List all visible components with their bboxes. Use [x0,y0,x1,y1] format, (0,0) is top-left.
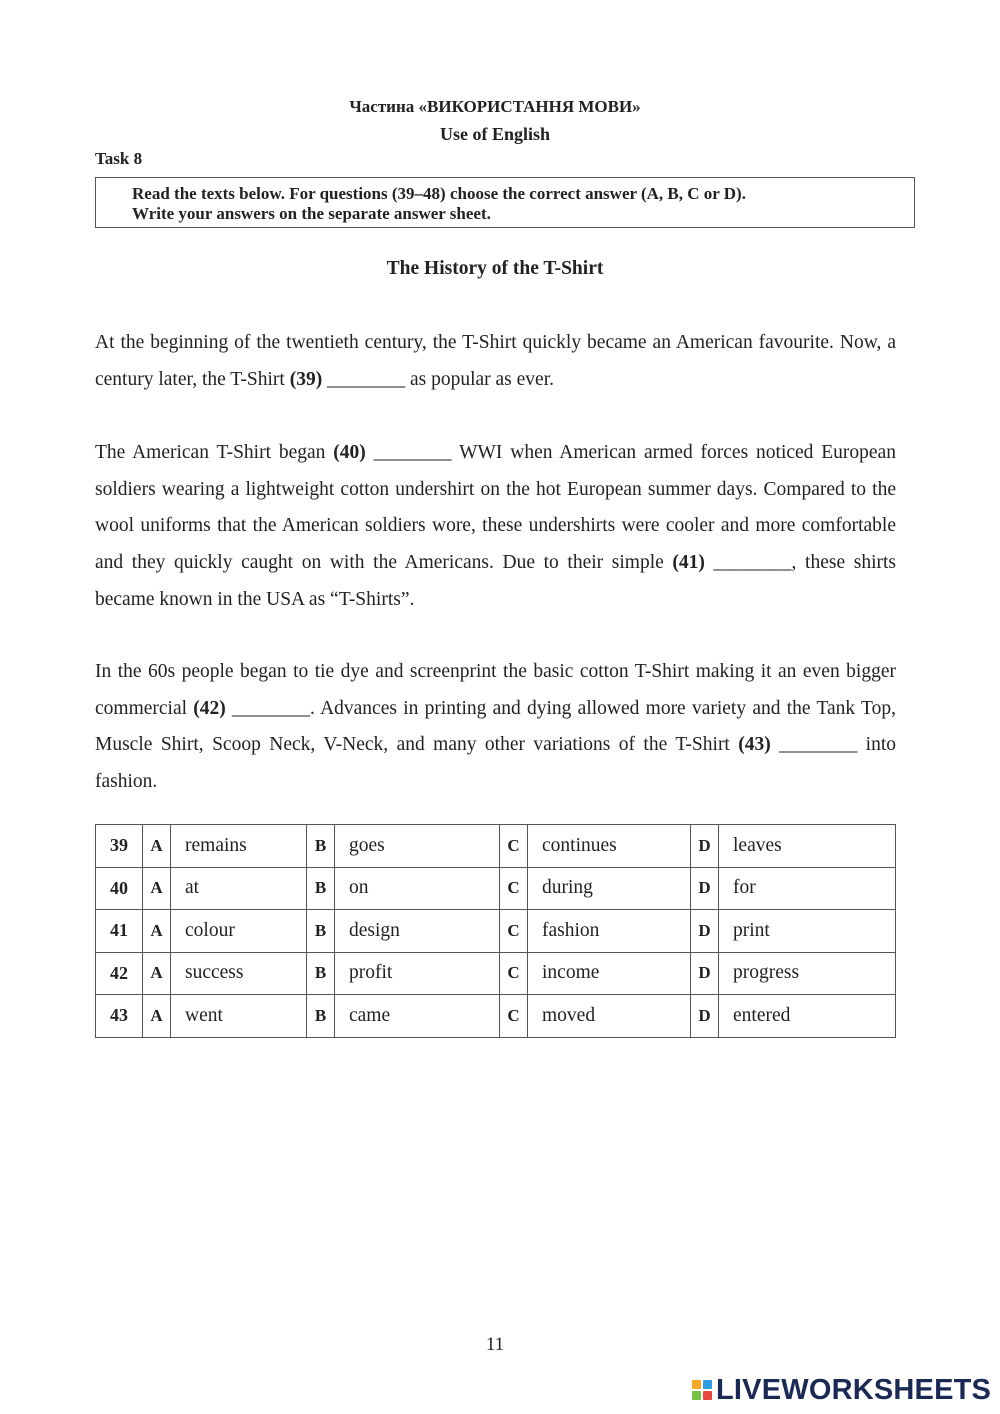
option-letter: D [691,952,719,995]
option-letter: D [691,867,719,910]
option-letter: B [307,825,335,868]
option-letter: B [307,867,335,910]
option-letter: D [691,825,719,868]
instruction-line: Write your answers on the separate answer sheet. [132,204,491,223]
option-letter: D [691,995,719,1038]
option-c: continues [528,825,691,868]
option-b: design [335,910,500,953]
option-letter: A [143,995,171,1038]
question-number-cell: 42 [96,952,143,995]
logo-square [692,1380,701,1389]
question-number-cell: 43 [96,995,143,1038]
text-run: ________ as popular as ever. [322,368,555,390]
option-letter: C [500,867,528,910]
option-d: progress [719,952,896,995]
task-label: Task 8 [95,149,143,168]
logo-square [703,1391,712,1400]
question-number-cell: 41 [96,910,143,953]
option-b: came [335,995,500,1038]
text-run: ________. Advances in printing and dying allowed more variety and the Tank Top, Muscle Shirt, Scoop Neck, V-Neck, and many other variations of the T-Shirt [95,697,896,756]
question-number-cell: 39 [96,825,143,868]
option-c: income [528,952,691,995]
option-a: at [171,867,307,910]
table-row [96,825,896,868]
option-b: on [335,867,500,910]
option-letter: A [143,825,171,868]
brand-name: LIVEWORKSHEETS [716,1373,992,1406]
text-run: ________, these shirts became known in the USA as “T-Shirts”. [95,552,896,610]
option-letter: A [143,910,171,953]
logo-square [703,1380,712,1389]
option-letter: B [307,910,335,953]
option-letter: C [500,995,528,1038]
option-a: success [171,952,307,995]
table-row [96,910,896,953]
question-number: (40) [333,442,366,463]
question-number: (43) [738,734,771,756]
question-number-cell: 40 [96,867,143,910]
text-run: In the 60s people began to tie dye and screenprint the basic cotton T-Shirt making it an even bigger commercial [95,661,896,719]
option-a: went [171,995,307,1038]
option-d: leaves [719,825,896,868]
option-d: for [719,867,896,910]
option-c: during [528,867,691,910]
text-run: ________ into fashion. [95,734,896,793]
part-title: Частина «ВИКОРИСТАННЯ МОВИ» [349,97,641,116]
question-number: (42) [193,697,226,719]
option-letter: A [143,867,171,910]
question-number: (41) [672,552,705,574]
text-run: At the beginning of the twentieth century, the T-Shirt quickly became an American favourite. Now, a century later, the T-Shirt [95,332,896,390]
paragraph-3 [95,654,896,801]
page-number: 11 [485,1334,505,1355]
option-letter: B [307,995,335,1038]
table-row [96,995,896,1038]
option-letter: D [691,910,719,953]
option-letter: B [307,952,335,995]
instruction-box [95,177,915,228]
option-d: entered [719,995,896,1038]
table-row [96,952,896,995]
instruction-line: Read the texts below. For questions (39–48) choose the correct answer (A, B, C or D). [132,184,746,203]
logo-icon [692,1380,712,1400]
option-b: goes [335,825,500,868]
options-table [95,824,896,1038]
option-d: print [719,910,896,953]
option-a: remains [171,825,307,868]
option-letter: C [500,952,528,995]
text-run: The American T-Shirt began [95,442,334,463]
option-letter: C [500,825,528,868]
option-a: colour [171,910,307,953]
article-title: The History of the T-Shirt [386,258,604,279]
option-letter: C [500,910,528,953]
option-c: fashion [528,910,691,953]
liveworksheets-logo[interactable] [692,1372,991,1408]
logo-square [692,1391,701,1400]
text-run: ________ WWI when American armed forces noticed European soldiers wearing a lightweight cotton undershirt on the hot European summer days. Compared to the wool uniforms that the American soldiers wore, these undershirts were cooler and more comfortable and they quickly caught on with the Americans. Due to their simple [95,442,896,574]
option-c: moved [528,995,691,1038]
paragraph-1 [95,325,896,398]
section-title: Use of English [439,124,551,144]
option-letter: A [143,952,171,995]
table-row [96,867,896,910]
option-b: profit [335,952,500,995]
question-number: (39) [289,368,323,390]
paragraph-2 [95,435,896,619]
